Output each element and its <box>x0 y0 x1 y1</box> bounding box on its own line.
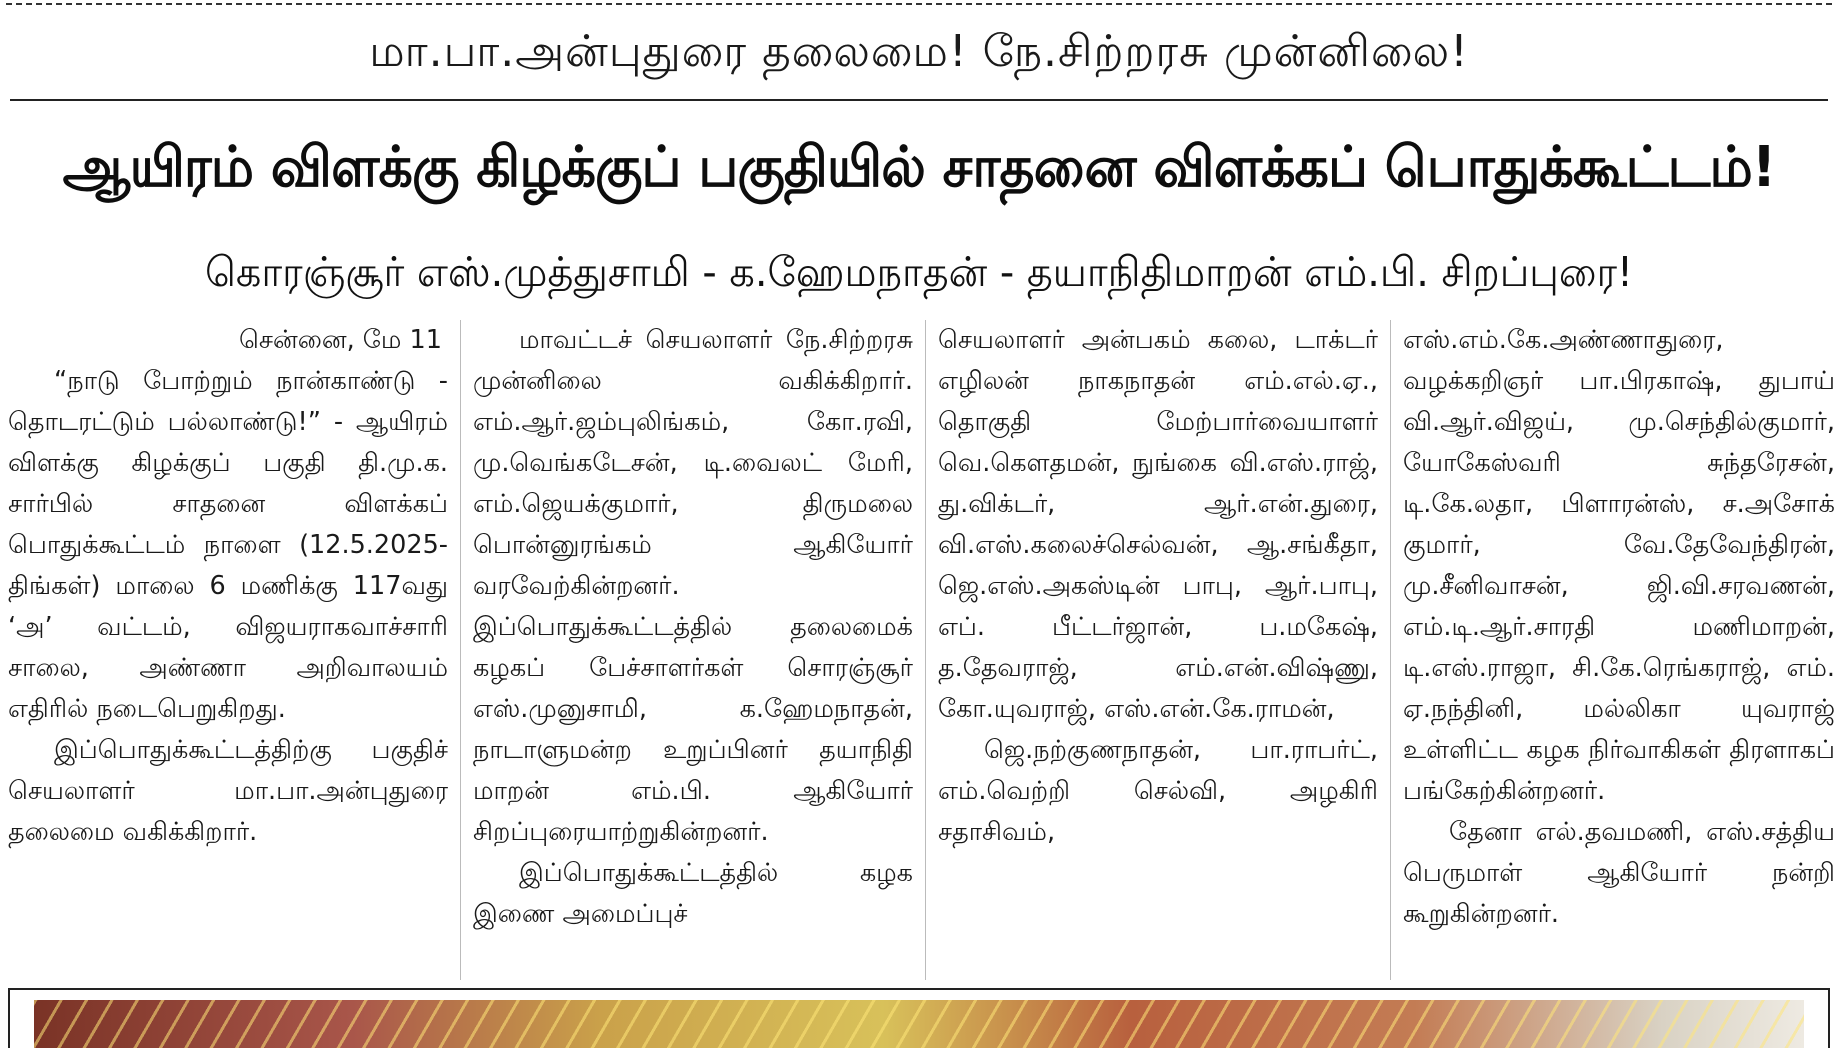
paragraph: இப்பொதுக்கூட்டத்திற்கு பகுதிச் செயலாளர் மா.பா.அன்புதுரை தலைமை வகிக்கிறார். <box>8 735 448 847</box>
paragraph: எஸ்.எம்.கே.அண்ணாதுரை, வழக்கறிஞர் பா.பிரகாஷ், துபாய் வி.ஆர்.விஜய், மு.செந்தில்குமார், யோகேஸ்வரி சுந்தரேசன், டி.கே.லதா, பிளாரன்ஸ், ச.அசோக் குமார், வே.தேவேந்திரன், மு.சீனிவாசன், ஜி.வி.சரவணன், எம்.டி.ஆர்.சாரதி மணிமாறன், டி.எஸ்.ராஜா, சி.கே.ரெங்கராஜ், எம். ஏ.நந்தினி, மல்லிகா யுவராஜ் உள்ளிட்ட கழக நிர்வாகிகள் திரளாகப் பங்கேற்கின்றனர். <box>1403 325 1835 806</box>
photo-frame <box>8 988 1830 1048</box>
kicker-line: மா.பா.அன்புதுரை தலைமை! நே.சிற்றரசு முன்னிலை! <box>369 26 1469 77</box>
paragraph: தேனா எல்.தவமணி, எஸ்.சத்திய பெருமாள் ஆகியோர் நன்றி கூறுகின்றனர். <box>1403 817 1835 929</box>
column-divider <box>1390 320 1391 980</box>
paragraph: ஜெ.நற்குணநாதன், பா.ராபர்ட், எம்.வெற்றி செல்வி, அழகிரி சதாசிவம், <box>938 735 1378 847</box>
article-column-4 <box>1403 320 1835 980</box>
dateline: சென்னை, மே 11 <box>239 325 442 355</box>
headline: ஆயிரம் விளக்கு கிழக்குப் பகுதியில் சாதனை விளக்கப் பொதுக்கூட்டம்! <box>62 135 1776 200</box>
article-column-1 <box>8 320 448 980</box>
column-divider <box>460 320 461 980</box>
paragraph: இப்பொதுக்கூட்டத்தில் கழக இணை அமைப்புச் <box>473 858 913 929</box>
article-column-3 <box>938 320 1378 980</box>
column-divider <box>925 320 926 980</box>
subheadline: கொரஞ்சூர் எஸ்.முத்துசாமி - க.ஹேமநாதன் - தயாநிதிமாறன் எம்.பி. சிறப்புரை! <box>204 248 1634 296</box>
top-dashed-border <box>6 3 1832 5</box>
kicker-divider <box>10 99 1828 101</box>
event-photo <box>34 1000 1804 1048</box>
paragraph: செயலாளர் அன்பகம் கலை, டாக்டர் எழிலன் நாகநாதன் எம்.எல்.ஏ., தொகுதி மேற்பார்வையாளர் வெ.கௌதமன், நுங்கை வி.எஸ்.ராஜ், து.விக்டர், ஆர்.என்.துரை, வி.எஸ்.கலைச்செல்வன், ஆ.சங்கீதா, ஜெ.எஸ்.அகஸ்டின் பாபு, ஆர்.பாபு, எப். பீட்டர்ஜான், ப.மகேஷ், த.தேவராஜ், எம்.என்.விஷ்ணு, கோ.யுவராஜ், எஸ்.என்.கே.ராமன், <box>938 325 1378 724</box>
paragraph: மாவட்டச் செயலாளர் நே.சிற்றரசு முன்னிலை வகிக்கிறார். எம்.ஆர்.ஜம்புலிங்கம், கோ.ரவி, மு.வெங்கடேசன், டி.வைலட் மேரி, எம்.ஜெயக்குமார், திருமலை பொன்னுரங்கம் ஆகியோர் வரவேற்கின்றனர். இப்பொதுக்கூட்டத்தில் தலைமைக் கழகப் பேச்சாளர்கள் சொரஞ்சூர் எஸ்.முனுசாமி, க.ஹேமநாதன், நாடாளுமன்ற உறுப்பினர் தயாநிதி மாறன் எம்.பி. ஆகியோர் சிறப்புரையாற்றுகின்றனர். <box>473 325 913 847</box>
article-body <box>8 320 1835 980</box>
article-column-2 <box>473 320 913 980</box>
paragraph: “நாடு போற்றும் நான்காண்டு - தொடரட்டும் பல்லாண்டு!” - ஆயிரம் விளக்கு கிழக்குப் பகுதி தி.மு.க. சார்பில் சாதனை விளக்கப் பொதுக்கூட்டம் நாளை (12.5.2025-திங்கள்) மாலை 6 மணிக்கு 117வது ‘அ’ வட்டம், விஜயராகவாச்சாரி சாலை, அண்ணா அறிவாலயம் எதிரில் நடைபெறுகிறது. <box>8 366 448 724</box>
decorative-lights <box>34 1000 1804 1048</box>
